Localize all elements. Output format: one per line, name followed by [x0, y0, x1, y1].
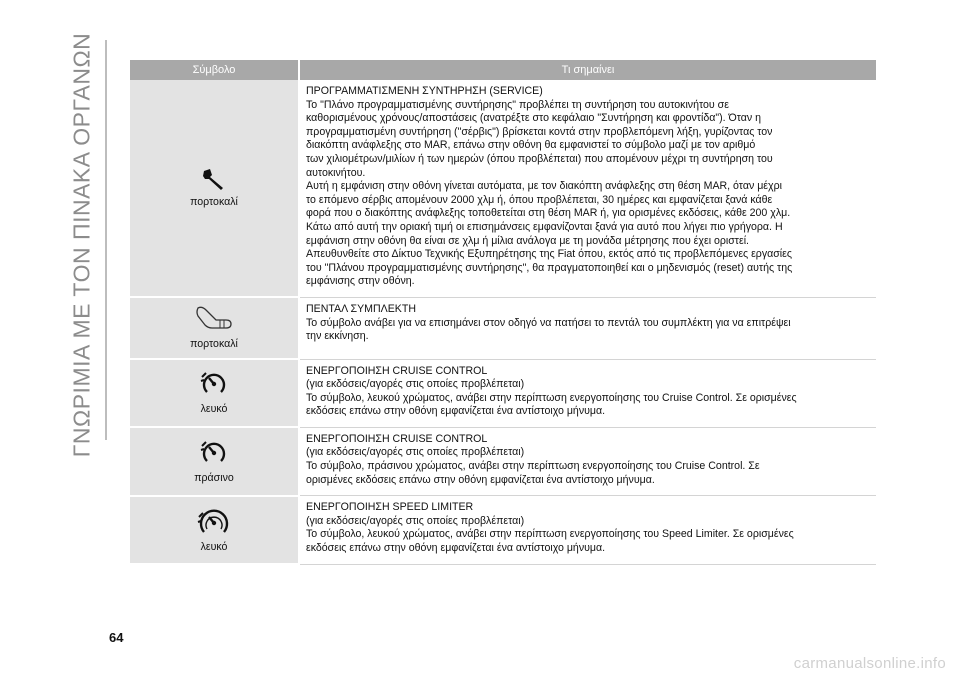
symbol-color-label: πορτοκαλί	[190, 338, 238, 351]
meaning-line: (για εκδόσεις/αγορές στις οποίες προβλέπεται)	[306, 378, 525, 391]
meaning-line: εμφάνιση στην οθόνη θα είναι σε χλμ ή μίλια ανάλογα με τη μονάδα μέτρησης που έχει οριστεί.	[306, 234, 750, 247]
meaning-line: Το σύμβολο, πράσινου χρώματος, ανάβει στην περίπτωση ενεργοποίησης του Cruise Control. Σε	[306, 460, 760, 473]
meaning-line: Το σύμβολο ανάβει για να επισημάνει στον οδηγό να πατήσει το πεντάλ του συμπλέκτη για να επιτρέψει	[306, 316, 791, 329]
symbol-cell	[130, 80, 299, 297]
meaning-line: (για εκδόσεις/αγορές στις οποίες προβλέπεται)	[306, 514, 525, 527]
meaning-line: εκδόσεις επάνω στην οθόνη εμφανίζεται ένα αντίστοιχο μήνυμα.	[306, 542, 606, 555]
meaning-line: Αυτή η εμφάνιση στην οθόνη γίνεται αυτόματα, με τον διακόπτη ανάφλεξης στη θέση MAR, όταν μέχρι	[306, 180, 782, 193]
symbol-cell	[130, 297, 299, 359]
speed-limiter-icon	[197, 505, 231, 537]
table-row	[130, 297, 876, 359]
meaning-cell	[299, 427, 876, 495]
foot-pedal-icon	[194, 304, 234, 334]
header-meaning: Τι σημαίνει	[299, 60, 876, 80]
symbol-cell	[130, 427, 299, 495]
meaning-title: ΕΝΕΡΓΟΠΟΙΗΣΗ SPEED LIMITER	[306, 501, 474, 514]
meaning-cell	[299, 359, 876, 427]
chapter-side-title	[62, 32, 102, 458]
meaning-line: Κάτω από αυτή την οριακή τιμή οι επισημάνσεις εμφανίζονται ξανά για αυτό που λήγει πιο γρήγορα. Η	[306, 220, 783, 233]
table-row	[130, 80, 876, 297]
meaning-title: ΕΝΕΡΓΟΠΟΙΗΣΗ CRUISE CONTROL	[306, 432, 488, 445]
meaning-line: Το "Πλάνο προγραμματισμένης συντήρησης" προβλέπει τη συντήρηση του αυτοκινήτου σε	[306, 98, 729, 111]
header-symbol: Σύμβολο	[130, 60, 299, 80]
table-header-row	[130, 60, 876, 80]
symbol-color-label: λευκό	[200, 541, 228, 554]
meaning-line: προγραμματισμένη συντήρηση ("σέρβις") βρίσκεται κοντά στην προβλεπόμενη λήξη, γυρίζοντας τον	[306, 125, 773, 138]
symbol-color-label: πράσινο	[194, 471, 234, 484]
meaning-line: Το σύμβολο, λευκού χρώματος, ανάβει στην περίπτωση ενεργοποίησης του Speed Limiter. Σε ορισμένες	[306, 528, 794, 541]
symbols-table	[130, 60, 876, 565]
symbol-color-label: λευκό	[200, 403, 228, 416]
meaning-line: Απευθυνθείτε στο Δίκτυο Τεχνικής Εξυπηρέτησης της Fiat όπου, εκτός από τις προβλεπόμενες εργασίες	[306, 248, 792, 261]
table-row	[130, 359, 876, 427]
page-number: 64	[109, 630, 124, 645]
table-row	[130, 427, 876, 495]
symbol-cell	[130, 359, 299, 427]
meaning-line: των χιλιομέτρων/μιλίων ή των ημερών (όπου προβλέπεται) που απομένουν μέχρι τη συντήρηση του	[306, 152, 773, 165]
meaning-cell	[299, 496, 876, 564]
symbol-cell	[130, 496, 299, 564]
meaning-line: αυτοκινήτου.	[306, 166, 366, 179]
meaning-cell	[299, 80, 876, 297]
meaning-line: φορά που ο διακόπτης ανάφλεξης τοποθετείται στη θέση MAR ή, για ορισμένες εκδόσεις, κάθε 200 χλμ.	[306, 207, 791, 220]
table-row	[130, 496, 876, 564]
footer-watermark: carmanualsonline.info	[793, 655, 946, 672]
meaning-line: Το σύμβολο, λευκού χρώματος, ανάβει στην περίπτωση ενεργοποίησης του Cruise Control. Σε ορισμένες	[306, 391, 797, 404]
cruise-control-icon	[199, 438, 229, 468]
chapter-title-text: ΓΝΩΡΙΜΙΑ ΜΕ ΤΟΝ ΠΙΝΑΚΑ ΟΡΓΑΝΩΝ	[68, 32, 95, 458]
meaning-line: του "Πλάνου προγραμματισμένης συντήρησης", θα πραγματοποιηθεί και ο μηδενισμός (reset) αυτής της	[306, 261, 793, 274]
meaning-line: την εκκίνηση.	[306, 330, 369, 343]
meaning-title: ΕΝΕΡΓΟΠΟΙΗΣΗ CRUISE CONTROL	[306, 364, 488, 377]
meaning-line: εκδόσεις επάνω στην οθόνη εμφανίζεται ένα αντίστοιχο μήνυμα.	[306, 405, 606, 418]
meaning-title: ΠΕΝΤΑΛ ΣΥΜΠΛΕΚΤΗ	[306, 302, 416, 315]
meaning-line: καθορισμένους χρόνους/αποστάσεις (ανατρέξτε στο κεφάλαιο "Συντήρηση και φροντίδα"). Όταν η	[306, 112, 762, 125]
side-divider	[105, 40, 107, 440]
meaning-line: ορισμένες εκδόσεις επάνω στην οθόνη εμφανίζεται ένα αντίστοιχο μήνυμα.	[306, 473, 655, 486]
meaning-line: (για εκδόσεις/αγορές στις οποίες προβλέπεται)	[306, 446, 525, 459]
symbol-color-label: πορτοκαλί	[190, 196, 238, 209]
meaning-title: ΠΡΟΓΡΑΜΜΑΤΙΣΜΕΝΗ ΣΥΝΤΗΡΗΣΗ (SERVICE)	[306, 85, 543, 97]
meaning-cell	[299, 297, 876, 359]
cruise-control-icon	[199, 369, 229, 399]
meaning-line: εμφάνισης στην οθόνη.	[306, 275, 415, 288]
meaning-line: διακόπτη ανάφλεξης στο MAR, επάνω στην οθόνη θα εμφανιστεί το σύμβολο μαζί με τον αριθμό	[306, 139, 756, 152]
meaning-line: το επόμενο σέρβις απομένουν 2000 χλμ ή, όπου προβλέπεται, 30 ημέρες και εμφανίζεται ξανά κάθε	[306, 193, 773, 206]
wrench-icon	[201, 166, 227, 192]
